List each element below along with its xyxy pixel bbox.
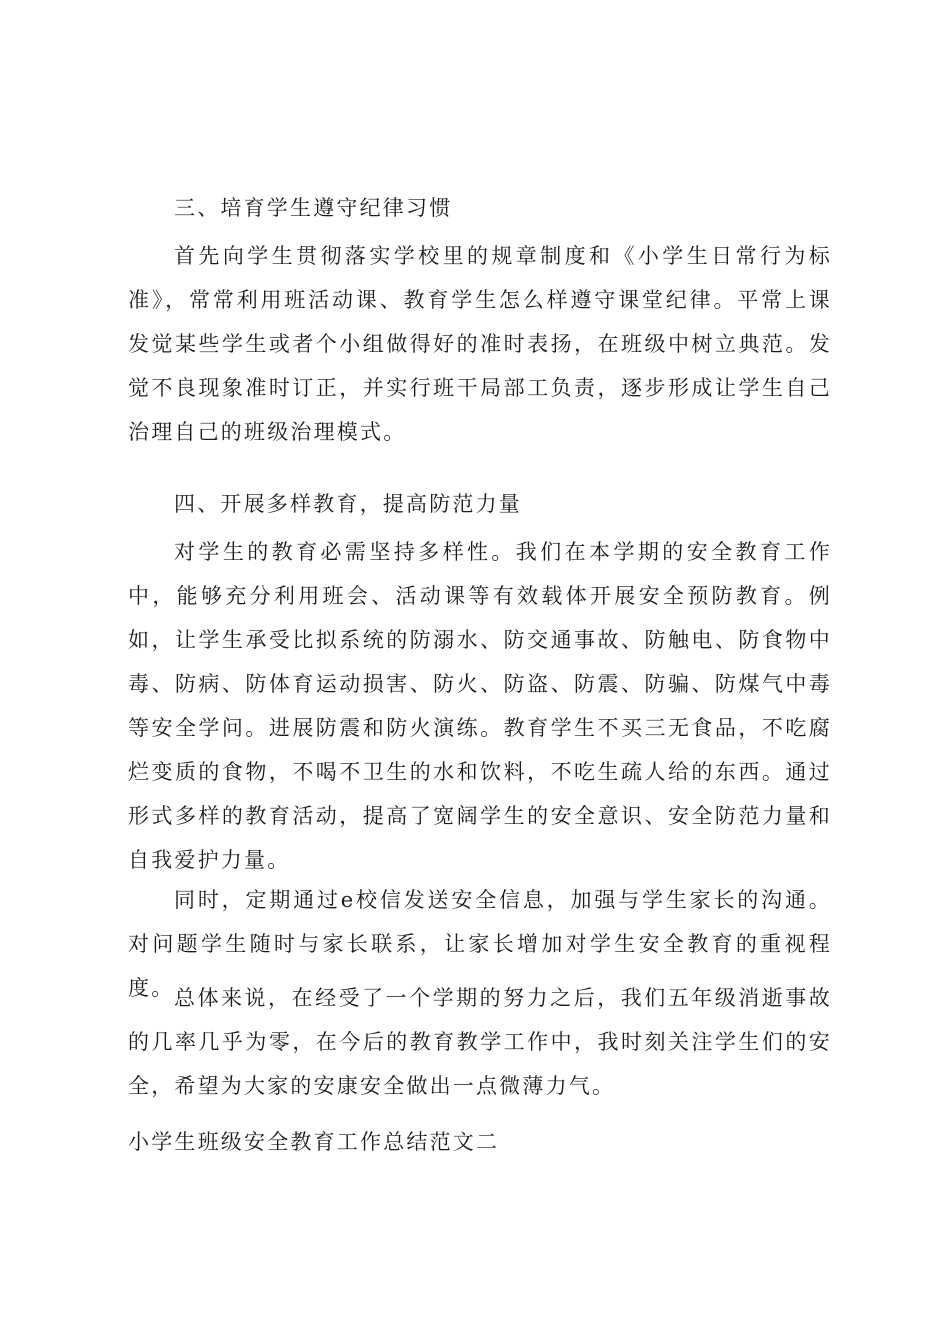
paragraph-parent-communication: 同时，定期通过e校信发送安全信息，加强与学生家长的沟通。对问题学生随时与家长联系，让家长增加对学生安全教育的重视程度。 — [128, 888, 832, 1000]
paragraph-summary: 总体来说，在经受了一个学期的努力之后，我们五年级消逝事故的几率几乎为零，在今后的教育教学工作中，我时刻关注学生们的安全，希望为大家的安康安全做出一点微薄力气。 — [128, 986, 832, 1098]
paragraph-discipline: 首先向学生贯彻落实学校里的规章制度和《小学生日常行为标准》，常常利用班活动课、教育学生怎么样遵守课堂纪律。平常上课发觉某些学生或者个小组做得好的准时表扬，在班级中树立典范。发觉不良现象准时订正，并实行班干局部工负责，逐步形成让学生自己治理自己的班级治理模式。 — [128, 244, 832, 444]
paragraph-diverse-education: 对学生的教育必需坚持多样性。我们在本学期的安全教育工作中，能够充分利用班会、活动课等有效载体开展安全预防教育。例如，让学生承受比拟系统的防溺水、防交通事故、防触电、防食物中毒、防病、防体育运动损害、防火、防盗、防震、防骗、防煤气中毒等安全学问。进展防震和防火演练。教育学生不买三无食品，不吃腐烂变质的食物，不喝不卫生的水和饮料，不吃生疏人给的东西。通过形式多样的教育活动，提高了宽阔学生的安全意识、安全防范力量和自我爱护力量。 — [128, 540, 832, 872]
heading-diverse-education: 四、开展多样教育，提高防范力量 — [174, 492, 522, 516]
section-title-example-two: 小学生班级安全教育工作总结范文二 — [128, 1130, 500, 1154]
heading-discipline-habits: 三、培育学生遵守纪律习惯 — [174, 196, 453, 220]
